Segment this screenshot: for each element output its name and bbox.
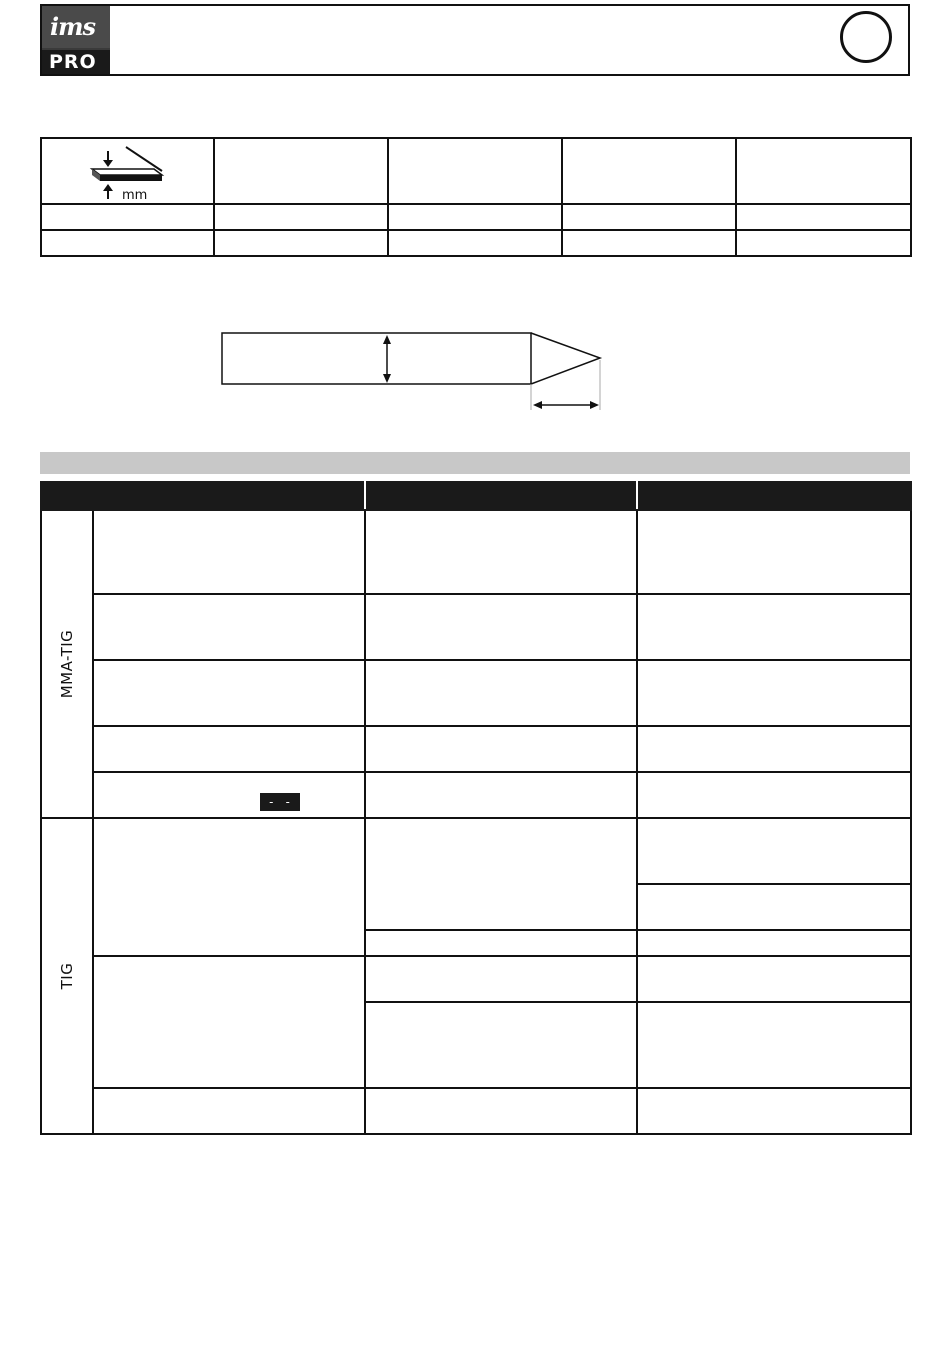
cause-cell (365, 594, 637, 660)
logo-ims-text: ims (50, 12, 96, 41)
remedy-cell (637, 510, 911, 594)
cause-cell (365, 930, 637, 956)
remedy-cell (637, 818, 911, 884)
fault-cell (93, 726, 365, 772)
remedy-cell (637, 660, 911, 726)
header-cell-2 (365, 482, 637, 510)
remedy-cell (637, 1002, 911, 1088)
fault-cell (93, 510, 365, 594)
cause-cell (365, 510, 637, 594)
remedy-cell (637, 956, 911, 1002)
thickness-header-cell (41, 138, 214, 204)
cause-cell (365, 1002, 637, 1088)
fault-cell (93, 594, 365, 660)
thickness-cell (388, 204, 562, 230)
remedy-cell (637, 884, 911, 930)
thickness-cell (388, 230, 562, 256)
troubleshooting-table (40, 481, 912, 1135)
cause-cell (365, 726, 637, 772)
thickness-col-2 (214, 138, 388, 204)
material-thickness-icon (88, 145, 168, 201)
cause-cell (365, 956, 637, 1002)
remedy-cell (637, 930, 911, 956)
cause-cell (365, 1088, 637, 1134)
thickness-col-4 (562, 138, 736, 204)
header-cell-1 (41, 482, 365, 510)
thickness-table (40, 137, 912, 257)
remedy-cell (637, 726, 911, 772)
section-label-tig: TIG (41, 818, 93, 1134)
fault-cell (93, 1088, 365, 1134)
page-header (40, 4, 910, 76)
thickness-cell (736, 204, 911, 230)
thickness-cell (562, 230, 736, 256)
thickness-cell (214, 204, 388, 230)
thickness-unit-label: mm (121, 188, 147, 201)
header-cell-3 (637, 482, 911, 510)
thickness-cell (736, 230, 911, 256)
language-circle-icon (840, 11, 892, 63)
logo-pro-text: PRO (49, 51, 97, 73)
fault-cell (93, 818, 365, 956)
cause-cell (365, 660, 637, 726)
section-label-mma-tig: MMA-TIG (41, 510, 93, 818)
remedy-cell (637, 772, 911, 818)
ims-pro-logo (42, 6, 110, 74)
thickness-col-5 (736, 138, 911, 204)
cause-cell (365, 818, 637, 930)
fault-cell (93, 956, 365, 1088)
fault-cell (93, 772, 365, 827)
remedy-cell (637, 1088, 911, 1134)
fault-cell (93, 660, 365, 726)
display-code-badge: - - - (260, 793, 300, 811)
section-title-bar (40, 452, 910, 474)
thickness-col-3 (388, 138, 562, 204)
thickness-cell (214, 230, 388, 256)
cause-cell (365, 772, 637, 818)
thickness-cell (41, 204, 214, 230)
thickness-cell (41, 230, 214, 256)
thickness-cell (562, 204, 736, 230)
tungsten-electrode-diagram (220, 330, 610, 415)
remedy-cell (637, 594, 911, 660)
